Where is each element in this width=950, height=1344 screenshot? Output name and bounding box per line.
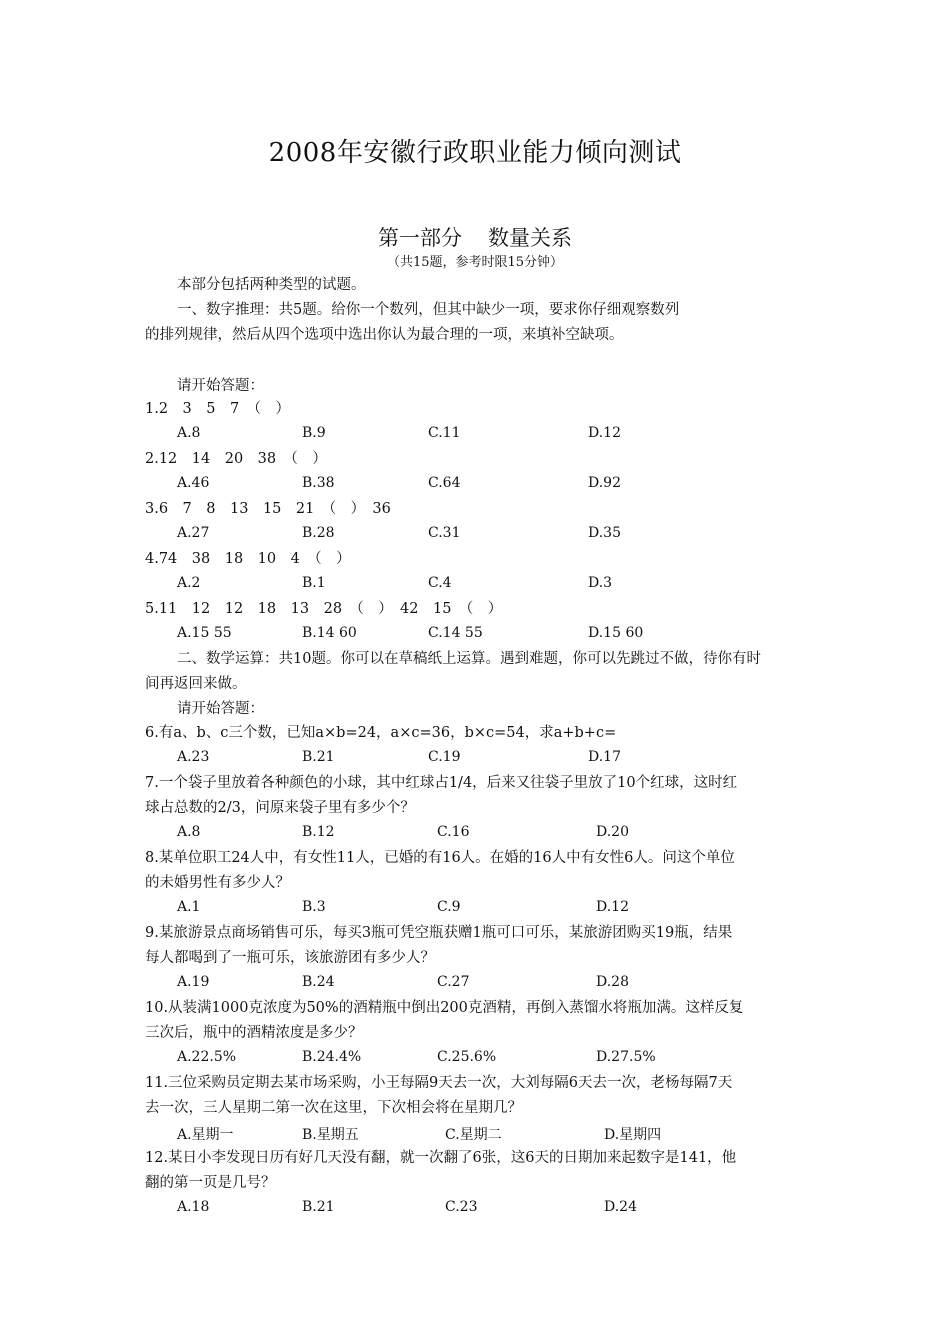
question-10-option-C[interactable]: C.25.6% — [437, 1049, 497, 1065]
question-12-stem-line-2: 翻的第一页是几号？ — [145, 1175, 276, 1191]
question-10-options — [0, 1046, 950, 1071]
question-2-options — [0, 472, 950, 497]
question-5-option-D[interactable]: D.15 60 — [588, 625, 644, 641]
question-4-option-A[interactable]: A.2 — [177, 575, 201, 591]
intro-line: 本部分包括两种类型的试题。 — [177, 277, 366, 293]
question-8-option-C[interactable]: C.9 — [437, 899, 461, 915]
question-10-option-D[interactable]: D.27.5% — [596, 1049, 656, 1065]
question-1-option-C[interactable]: C.11 — [428, 425, 461, 441]
question-1-options — [0, 422, 950, 447]
question-8-option-B[interactable]: B.3 — [302, 899, 326, 915]
question-6-option-C[interactable]: C.19 — [428, 749, 461, 765]
question-12-option-C[interactable]: C.23 — [445, 1199, 478, 1215]
question-11-option-A[interactable]: A.星期一 — [177, 1127, 234, 1143]
question-11-stem-line-1: 11.三位采购员定期去某市场采购，小王每隔9天去一次，大刘每隔6天去一次，老杨每隔7天 — [145, 1075, 733, 1091]
part-topic: 数量关系 — [488, 226, 572, 250]
question-8-stem-line-1: 8.某单位职工24人中，有女性11人，已婚的有16人。在婚的16人中有女性6人。问这个单位 — [145, 850, 735, 866]
question-10-option-B[interactable]: B.24.4% — [302, 1049, 362, 1065]
question-6-option-A[interactable]: A.23 — [177, 749, 210, 765]
question-2-stem-line-1: 2.12 14 20 38 （ ） — [145, 451, 327, 467]
question-8-stem-line-2: 的未婚男性有多少人？ — [145, 875, 290, 891]
question-11-option-D[interactable]: D.星期四 — [604, 1127, 662, 1143]
question-12-options — [0, 1196, 950, 1221]
question-4-options — [0, 572, 950, 597]
question-6-options — [0, 746, 950, 771]
question-3-stem-line-1: 3.6 7 8 13 15 21 （ ） 36 — [145, 501, 391, 517]
question-7-stem-line-2: 球占总数的2/3，问原来袋子里有多少个？ — [145, 800, 415, 816]
question-6-option-B[interactable]: B.21 — [302, 749, 335, 765]
section-heading — [0, 222, 950, 252]
sec2-desc-line1: 二、数学运算：共10题。你可以在草稿纸上运算。遇到难题，你可以先跳过不做，待你有时 — [177, 651, 761, 667]
question-3-option-D[interactable]: D.35 — [588, 525, 621, 541]
sec2-desc-line2: 间再返回来做。 — [145, 676, 247, 692]
question-7-option-A[interactable]: A.8 — [177, 824, 201, 840]
question-10-stem-line-2: 三次后，瓶中的酒精浓度是多少？ — [145, 1025, 363, 1041]
question-5-option-A[interactable]: A.15 55 — [177, 625, 232, 641]
question-9-option-C[interactable]: C.27 — [437, 974, 470, 990]
question-7-stem-line-1: 7.一个袋子里放着各种颜色的小球，其中红球占1/4，后来又往袋子里放了10个红球，这时红 — [145, 775, 738, 791]
question-3-option-A[interactable]: A.27 — [177, 525, 210, 541]
question-5-option-B[interactable]: B.14 60 — [302, 625, 357, 641]
question-11-stem-line-2: 去一次，三人星期二第一次在这里，下次相会将在星期几？ — [145, 1100, 522, 1116]
question-8-option-A[interactable]: A.1 — [177, 899, 201, 915]
question-1-stem-line-1: 1.2 3 5 7 （ ） — [145, 401, 290, 417]
question-6-option-D[interactable]: D.17 — [588, 749, 621, 765]
question-2-option-A[interactable]: A.46 — [177, 475, 210, 491]
question-4-option-C[interactable]: C.4 — [428, 575, 452, 591]
question-12-option-B[interactable]: B.21 — [302, 1199, 335, 1215]
sec1-desc-line2: 的排列规律，然后从四个选项中选出你认为最合理的一项，来填补空缺项。 — [145, 327, 624, 343]
question-9-stem-line-1: 9.某旅游景点商场销售可乐，每买3瓶可凭空瓶获赠1瓶可口可乐，某旅游团购买19瓶，结果 — [145, 925, 733, 941]
question-2-option-D[interactable]: D.92 — [588, 475, 621, 491]
question-4-option-B[interactable]: B.1 — [302, 575, 326, 591]
question-11-option-B[interactable]: B.星期五 — [302, 1127, 359, 1143]
start-prompt-1: 请开始答题： — [177, 378, 264, 394]
start-prompt-2: 请开始答题： — [177, 701, 264, 717]
question-7-option-B[interactable]: B.12 — [302, 824, 335, 840]
question-2-option-C[interactable]: C.64 — [428, 475, 461, 491]
part-name: 第一部分 — [378, 226, 462, 250]
sec1-desc-line1: 一、数字推理：共5题。给你一个数列，但其中缺少一项，要求你仔细观察数列 — [177, 302, 680, 318]
question-3-option-B[interactable]: B.28 — [302, 525, 335, 541]
question-7-options — [0, 821, 950, 846]
question-1-option-B[interactable]: B.9 — [302, 425, 326, 441]
question-4-option-D[interactable]: D.3 — [588, 575, 613, 591]
question-8-option-D[interactable]: D.12 — [596, 899, 629, 915]
question-3-options — [0, 522, 950, 547]
document-title: 2008年安徽行政职业能力倾向测试 — [268, 138, 682, 168]
question-6-stem-line-1: 6.有a、b、c三个数，已知a×b=24，a×c=36，b×c=54，求a+b+c= — [145, 725, 617, 741]
question-7-option-C[interactable]: C.16 — [437, 824, 470, 840]
question-1-option-D[interactable]: D.12 — [588, 425, 621, 441]
question-2-option-B[interactable]: B.38 — [302, 475, 335, 491]
question-5-option-C[interactable]: C.14 55 — [428, 625, 483, 641]
question-10-option-A[interactable]: A.22.5% — [177, 1049, 237, 1065]
question-11-options — [0, 1121, 950, 1146]
question-9-option-D[interactable]: D.28 — [596, 974, 629, 990]
question-12-option-D[interactable]: D.24 — [604, 1199, 637, 1215]
question-9-stem-line-2: 每人都喝到了一瓶可乐，该旅游团有多少人？ — [145, 950, 435, 966]
question-9-options — [0, 971, 950, 996]
question-7-option-D[interactable]: D.20 — [596, 824, 629, 840]
question-10-stem-line-1: 10.从装满1000克浓度为50%的酒精瓶中倒出200克酒精，再倒入蒸馏水将瓶加满。这样反复 — [145, 1000, 744, 1016]
question-5-stem-line-1: 5.11 12 12 18 13 28 （ ） 42 15 （ ） — [145, 601, 503, 617]
question-12-stem-line-1: 12.某日小李发现日历有好几天没有翻，就一次翻了6张，这6天的日期加来起数字是141，他 — [145, 1150, 737, 1166]
question-9-option-B[interactable]: B.24 — [302, 974, 335, 990]
question-9-option-A[interactable]: A.19 — [177, 974, 210, 990]
question-5-options — [0, 622, 950, 647]
question-8-options — [0, 896, 950, 921]
question-1-option-A[interactable]: A.8 — [177, 425, 201, 441]
question-12-option-A[interactable]: A.18 — [177, 1199, 210, 1215]
question-11-option-C[interactable]: C.星期二 — [445, 1127, 502, 1143]
section-note: （共15题，参考时限15分钟） — [386, 255, 564, 270]
question-4-stem-line-1: 4.74 38 18 10 4 （ ） — [145, 551, 351, 567]
question-3-option-C[interactable]: C.31 — [428, 525, 461, 541]
